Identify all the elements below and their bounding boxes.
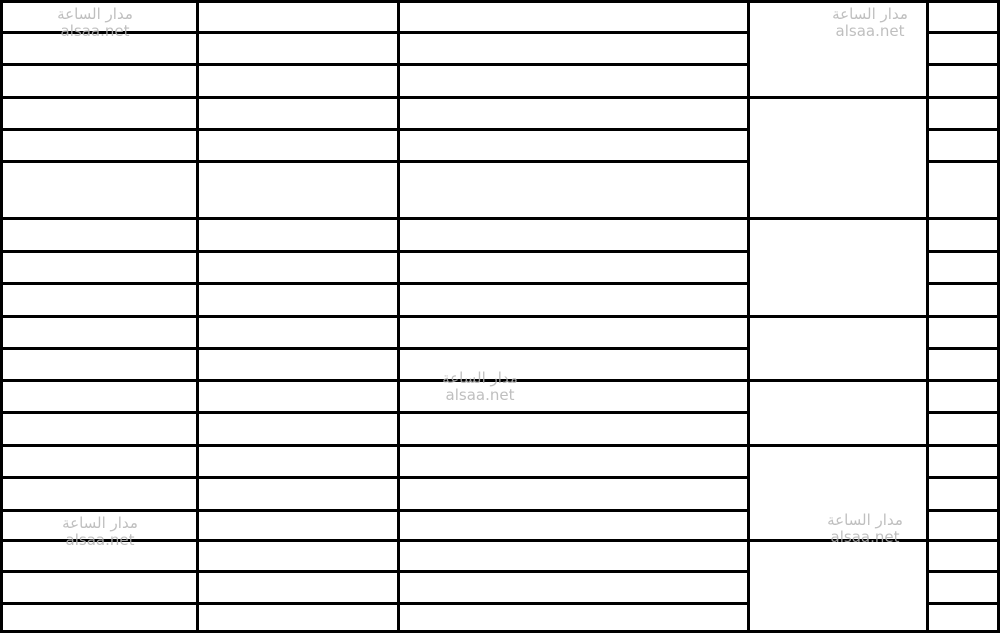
name-cell bbox=[401, 34, 745, 62]
group-code-cell bbox=[751, 447, 924, 475]
name-cell bbox=[401, 605, 745, 633]
national-id-cell bbox=[200, 382, 395, 410]
amount-cell bbox=[3, 382, 194, 410]
national-id-cell bbox=[200, 479, 395, 507]
amount-cell bbox=[3, 220, 194, 248]
name-cell bbox=[401, 2, 745, 30]
national-id-cell bbox=[200, 512, 395, 540]
national-id-cell bbox=[200, 285, 395, 313]
watermark-url: alsaa.net bbox=[445, 386, 515, 404]
serial-cell bbox=[930, 289, 993, 317]
name-cell bbox=[401, 447, 745, 475]
watermark-arabic: مدار الساعة bbox=[832, 5, 908, 23]
national-id-cell bbox=[200, 99, 395, 127]
serial-cell bbox=[930, 577, 993, 605]
serial-cell bbox=[930, 354, 993, 382]
national-id-cell bbox=[200, 34, 395, 62]
amount-cell bbox=[3, 605, 194, 633]
serial-cell bbox=[930, 451, 993, 479]
name-cell bbox=[401, 131, 745, 159]
serial-cell bbox=[930, 103, 993, 131]
amount-cell bbox=[3, 253, 194, 281]
name-cell bbox=[401, 253, 745, 281]
amount-cell bbox=[3, 285, 194, 313]
serial-cell bbox=[930, 322, 993, 350]
group-code-cell bbox=[751, 542, 924, 570]
amount-cell bbox=[3, 131, 194, 159]
watermark bbox=[50, 6, 140, 40]
group-code-cell bbox=[751, 99, 924, 127]
serial-cell bbox=[930, 167, 993, 195]
amount-cell bbox=[3, 318, 194, 346]
name-cell bbox=[401, 66, 745, 94]
name-cell bbox=[401, 542, 745, 570]
serial-cell bbox=[930, 70, 993, 98]
serial-cell bbox=[930, 386, 993, 414]
watermark bbox=[55, 515, 145, 549]
serial-cell bbox=[930, 516, 993, 544]
national-id-cell bbox=[200, 2, 395, 30]
national-id-cell bbox=[200, 542, 395, 570]
serial-cell bbox=[930, 418, 993, 446]
watermark-arabic: مدار الساعة bbox=[62, 514, 138, 532]
name-cell bbox=[401, 220, 745, 248]
national-id-cell bbox=[200, 253, 395, 281]
national-id-cell bbox=[200, 414, 395, 442]
watermark-url: alsaa.net bbox=[830, 528, 900, 546]
national-id-cell bbox=[200, 318, 395, 346]
name-cell bbox=[401, 573, 745, 601]
amount-cell bbox=[3, 479, 194, 507]
national-id-cell bbox=[200, 605, 395, 633]
amount-cell bbox=[3, 414, 194, 442]
amount-cell bbox=[3, 99, 194, 127]
amount-cell bbox=[3, 66, 194, 94]
watermark-url: alsaa.net bbox=[835, 22, 905, 40]
group-code-cell bbox=[751, 382, 924, 410]
watermark-arabic: مدار الساعة bbox=[442, 369, 518, 387]
national-id-cell bbox=[200, 220, 395, 248]
watermark-arabic: مدار الساعة bbox=[827, 511, 903, 529]
serial-cell bbox=[930, 257, 993, 285]
serial-cell bbox=[930, 224, 993, 252]
amount-cell bbox=[3, 163, 194, 191]
national-id-cell bbox=[200, 163, 395, 191]
national-id-cell bbox=[200, 350, 395, 378]
serial-cell bbox=[930, 546, 993, 574]
watermark bbox=[435, 370, 525, 404]
name-cell bbox=[401, 512, 745, 540]
name-cell bbox=[401, 99, 745, 127]
national-id-cell bbox=[200, 573, 395, 601]
watermark bbox=[820, 512, 910, 546]
national-id-cell bbox=[200, 66, 395, 94]
serial-cell bbox=[930, 135, 993, 163]
name-cell bbox=[401, 414, 745, 442]
group-code-cell bbox=[751, 220, 924, 248]
group-code-cell bbox=[751, 318, 924, 346]
national-id-cell bbox=[200, 447, 395, 475]
amount-cell bbox=[3, 350, 194, 378]
watermark-url: alsaa.net bbox=[60, 22, 130, 40]
serial-cell bbox=[930, 483, 993, 511]
national-id-cell bbox=[200, 131, 395, 159]
amount-cell bbox=[3, 447, 194, 475]
name-cell bbox=[401, 318, 745, 346]
amount-cell bbox=[3, 573, 194, 601]
name-cell bbox=[401, 479, 745, 507]
watermark bbox=[825, 6, 915, 40]
name-cell bbox=[401, 163, 745, 191]
watermark-arabic: مدار الساعة bbox=[57, 5, 133, 23]
serial-cell bbox=[930, 6, 993, 34]
watermark-url: alsaa.net bbox=[65, 531, 135, 549]
name-cell bbox=[401, 285, 745, 313]
serial-cell bbox=[930, 38, 993, 66]
